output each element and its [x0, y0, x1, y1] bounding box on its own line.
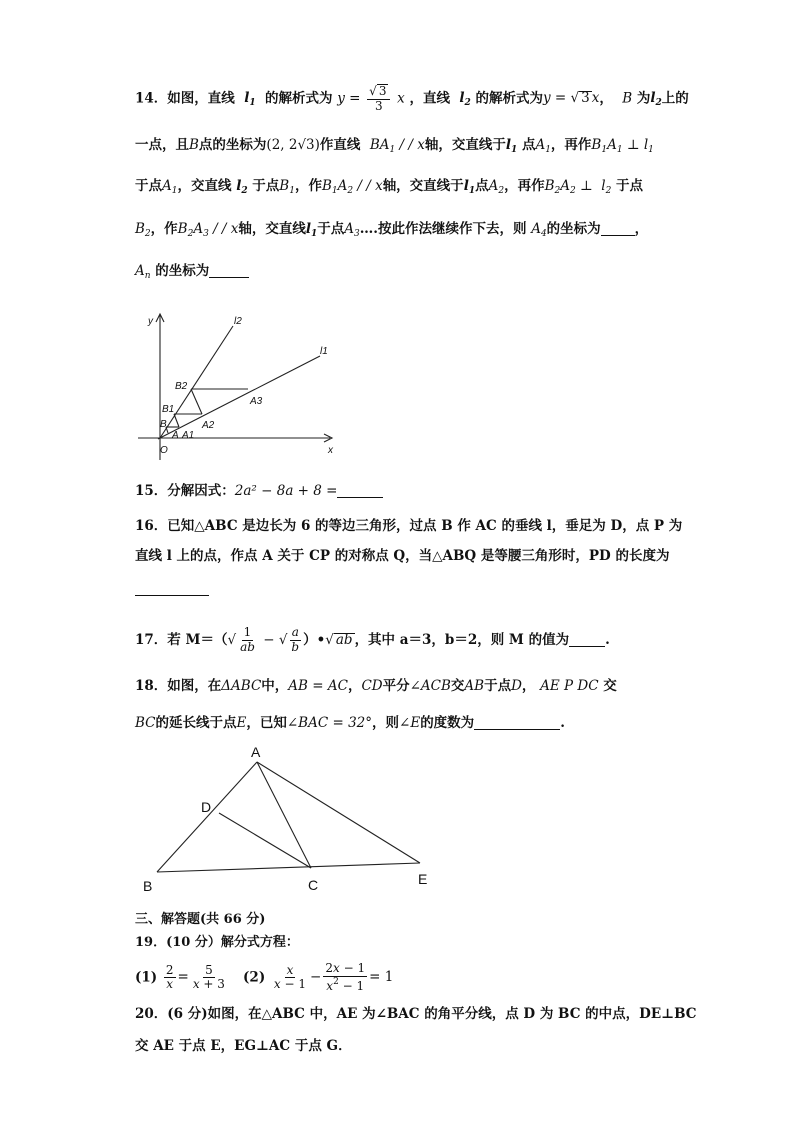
- q20-line2: 交 AE 于点 E，EG⊥AC 于点 G．: [135, 1038, 352, 1054]
- q15: 15．分解因式：2a² − 8a + 8 =: [135, 484, 383, 499]
- line-l1: [158, 356, 320, 439]
- seg-B2-A2: [191, 389, 202, 414]
- label-B: B: [143, 878, 153, 894]
- sqrt-a-over-b: √ $\frac{a}{b}$: [278, 625, 300, 654]
- q19-equations: (1) $\frac{2}{x}$ = $\frac{5}{x + 3}$ (2) $\frac{x}{x - 1}$ − $\frac{2x - 1}{x^2 - 1}$ = 1: [135, 961, 394, 993]
- fraction: $\frac{√ 3}{3}$: [367, 84, 390, 114]
- q14-line3: 于点$A_1$，交直线 $l_2$ 于点$B_1$，作$B_1A_2$ / / x轴，交直线于$l_1$点$A_2$，再作$B_2A_2$ ⊥ $l_2$ 于点: [135, 178, 644, 196]
- label-B: B: [160, 419, 167, 430]
- label-B1: B1: [162, 404, 175, 415]
- q14-line1: 14．如图，直线 $l_1$ 的解析式为 y = $\frac{√ 3}{3}$ x ，直线 $l_2$ 的解析式为y = √ 3 x， B 为$l_2$上的: [135, 84, 689, 113]
- seg-BE: [157, 863, 420, 872]
- label-A3: A3: [250, 396, 263, 407]
- answer-blank[interactable]: [474, 716, 560, 730]
- q16-answer-blank[interactable]: [135, 582, 209, 597]
- q19-head: 19．(10 分）解分式方程：: [135, 935, 299, 950]
- label-O: O: [160, 445, 168, 456]
- seg-AE: [257, 762, 420, 863]
- line-l2: [160, 326, 233, 438]
- q17: 17．若 M＝（√ $\frac{1}{ab}$ − √ $\frac{a}{b}$ ）•√ ab ，其中 a＝3，b＝2，则 M 的值为 .: [135, 625, 610, 654]
- label-y: y: [148, 316, 153, 327]
- q16-line1: 16．已知△ABC 是边长为 6 的等边三角形，过点 B 作 AC 的垂线 l，垂足为 D，点 P 为: [135, 518, 683, 534]
- label-E: E: [418, 871, 428, 887]
- answer-blank[interactable]: [601, 222, 635, 236]
- q14-line5: $A_n$ 的坐标为: [135, 264, 249, 281]
- label-x: x: [328, 445, 333, 456]
- q14-line4: $B_2$，作$B_2A_3$ / / x轴，交直线$l_1$于点$A_3\dots$.按此作法继续作下去，则 $A_4$的坐标为 ，: [135, 221, 649, 239]
- q14-figure: [130, 310, 345, 460]
- seg-B1-A1: [174, 414, 179, 427]
- answer-blank[interactable]: [209, 264, 249, 278]
- q14-line2: 一点，且B点的坐标为(2, 2√3)作直线 $BA_1$ / / x轴，交直线于$l_1$ 点$A_1$，再作$B_1A_1$ ⊥ $l_1$: [135, 137, 654, 155]
- q18-figure: [135, 740, 440, 898]
- sqrt-ab: √ ab: [325, 631, 353, 648]
- q18-line1: 18．如图，在ΔABC中，AB = AC，CD平分∠ACB交AB于点D， AE P DC 交: [135, 678, 617, 694]
- label-A2: A2: [202, 420, 215, 431]
- q18-line2: BC的延长线于点E，已知∠BAC = 32°，则∠E的度数为 .: [135, 715, 565, 731]
- label-B2: B2: [175, 381, 188, 392]
- sqrt-1-over-ab: √ $\frac{1}{ab}$: [227, 625, 255, 654]
- answer-blank[interactable]: [569, 633, 605, 647]
- label-A: A: [251, 744, 261, 760]
- label-A: A: [172, 430, 179, 441]
- seg-AB: [157, 762, 257, 872]
- label-D: D: [201, 799, 212, 815]
- label-l1: l1: [320, 346, 328, 357]
- answer-blank[interactable]: [337, 484, 383, 498]
- q20-line1: 20．(6 分)如图，在△ABC 中，AE 为∠BAC 的角平分线，点 D 为 BC 的中点，DE⊥BC: [135, 1006, 697, 1022]
- label-A1: A1: [182, 430, 195, 441]
- q16-line2: 直线 l 上的点，作点 A 关于 CP 的对称点 Q，当△ABQ 是等腰三角形时，PD 的长度为: [135, 548, 670, 564]
- section-title: 三、解答题(共 66 分): [135, 912, 266, 927]
- label-l2: l2: [234, 316, 242, 327]
- label-C: C: [308, 877, 319, 893]
